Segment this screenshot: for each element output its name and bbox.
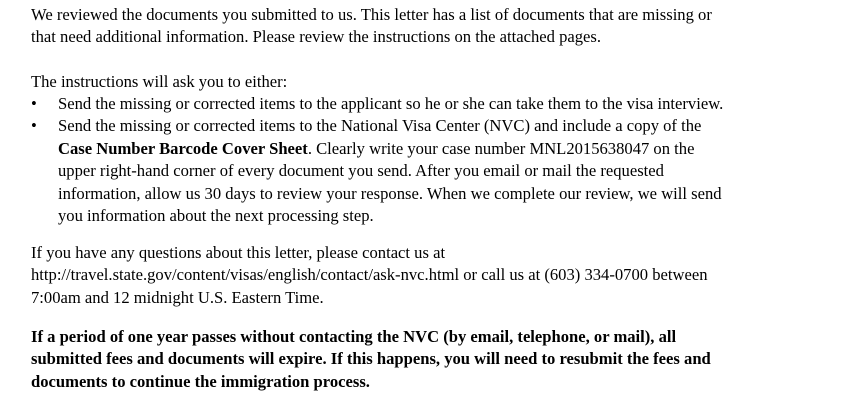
bullet-icon: • (31, 116, 37, 136)
bullet-item-send-to-nvc (31, 115, 839, 227)
questions-paragraph (31, 242, 839, 309)
bullet-line-4: information, allow us 30 days to review your response. When we complete our review, we will send (58, 183, 722, 203)
instructions-bullet-list (31, 93, 839, 227)
intro-line-1: We reviewed the documents you submitted to us. This letter has a list of documents that are missing or (31, 5, 712, 24)
bullet-line-2: . Clearly write your case number MNL2015638047 on the (307, 138, 695, 158)
bullet-line-3: upper right-hand corner of every document you send. After you email or mail the requested (58, 161, 664, 181)
bullet-item-send-to-applicant (31, 93, 839, 115)
bullet-icon: • (31, 94, 37, 113)
warning-line-3: documents to continue the immigration process. (31, 371, 370, 391)
questions-line-1: If you have any questions about this letter, please contact us at (31, 243, 446, 262)
barcode-cover-sheet-term: Case Number Barcode Cover Sheet (58, 138, 308, 158)
questions-line-3: 7:00am and 12 midnight U.S. Eastern Time. (31, 287, 324, 307)
bullet-text: Send the missing or corrected items to the applicant so he or she can take them to the visa interview. (58, 94, 724, 113)
warning-line-1: If a period of one year passes without contacting the NVC (by email, telephone, or mail), all (31, 327, 677, 346)
intro-paragraph (31, 4, 839, 49)
instructions-lead: The instructions will ask you to either: (31, 72, 288, 91)
bullet-line-1: Send the missing or corrected items to the National Visa Center (NVC) and include a copy of the (58, 116, 702, 136)
intro-line-2: that need additional information. Please review the instructions on the attached pages. (31, 27, 602, 47)
bullet-line-5: you information about the next processing step. (58, 206, 374, 226)
questions-line-2: http://travel.state.gov/content/visas/english/contact/ask-nvc.html or call us at (603) 334-0700 between (31, 265, 708, 285)
warning-line-2: submitted fees and documents will expire. If this happens, you will need to resubmit the fees and (31, 349, 711, 369)
expiration-warning (31, 326, 839, 393)
